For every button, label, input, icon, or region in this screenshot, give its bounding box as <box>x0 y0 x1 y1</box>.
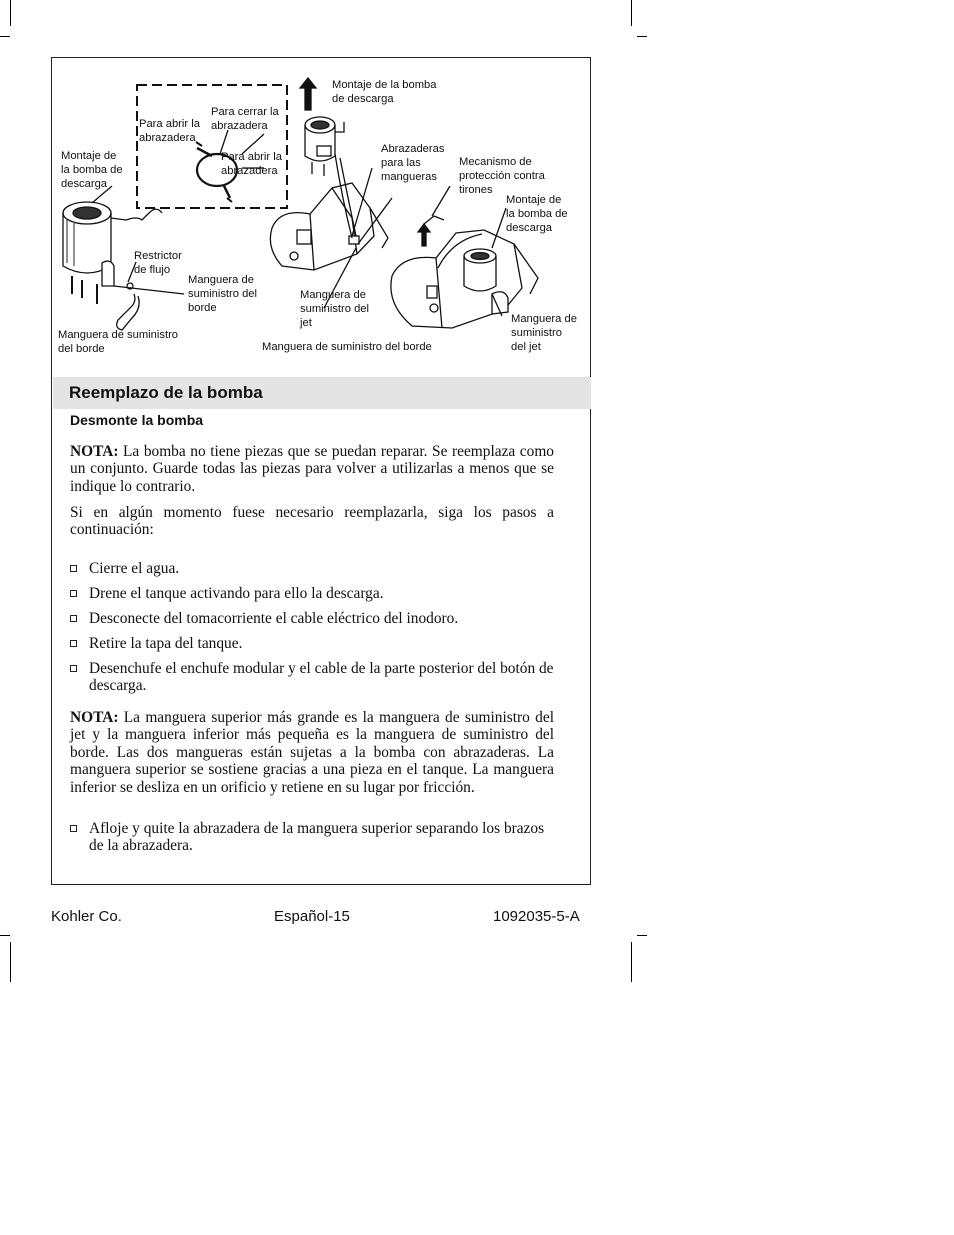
figure-label: Para abrir la abrazadera <box>221 151 282 177</box>
step-text: Retire la tapa del tanque. <box>89 635 243 652</box>
note-paragraph <box>70 709 554 796</box>
figure-label: Manguera de suministro del borde <box>58 329 179 355</box>
intro-paragraph <box>70 504 554 539</box>
crop-mark <box>10 942 11 982</box>
crop-mark <box>631 942 632 982</box>
figure-label: Manguera de suministro del borde <box>188 274 258 314</box>
crop-mark <box>10 0 11 26</box>
section-title: Reemplazo de la bomba <box>69 383 263 402</box>
pump-diagram <box>52 58 592 376</box>
subsection-title: Desmonte la bomba <box>70 412 204 428</box>
step-item <box>70 660 554 695</box>
figure-label: Manguera de suministro del borde <box>262 341 432 353</box>
checkbox-bullet-icon <box>70 590 77 597</box>
step-item <box>70 820 554 855</box>
checkbox-bullet-icon <box>70 640 77 647</box>
footer-page-number: Español-15 <box>274 908 350 925</box>
footer-company: Kohler Co. <box>51 908 122 925</box>
figure-label: Montaje de la bomba de descarga <box>506 194 568 234</box>
content-frame <box>51 57 591 885</box>
checkbox-bullet-icon <box>70 615 77 622</box>
step-item <box>70 585 554 602</box>
checkbox-bullet-icon <box>70 565 77 572</box>
figure-label: Montaje de la bomba de descarga <box>332 79 437 105</box>
figure-label: Manguera de suministro del jet <box>300 289 370 329</box>
lift-arrow-icon <box>418 224 430 246</box>
figure-label: Abrazaderas para las mangueras <box>381 143 445 183</box>
crop-mark <box>637 935 647 936</box>
figure-label: Montaje de la bomba de descarga <box>61 150 123 190</box>
step-text: Drene el tanque activando para ello la descarga. <box>89 585 384 602</box>
step-item <box>70 610 554 627</box>
crop-mark <box>631 0 632 26</box>
step-item <box>70 560 554 577</box>
figure-label: Manguera de suministro del jet <box>511 313 577 353</box>
step-text: Desenchufe el enchufe modular y el cable de la parte posterior del botón de descarga. <box>89 660 554 695</box>
step-text: Afloje y quite la abrazadera de la manguera superior separando los brazos de la abrazadera. <box>89 820 545 855</box>
note-paragraph <box>70 443 554 495</box>
intro-text: Si en algún momento fuese necesario reemplazarla, siga los pasos a continuación: <box>70 504 554 539</box>
crop-mark <box>637 36 647 37</box>
lift-arrow-icon <box>300 78 316 110</box>
figure-label: Para abrir la abrazadera <box>139 118 200 144</box>
crop-mark <box>0 935 10 936</box>
figure-label: Restrictor de flujo <box>134 250 182 276</box>
step-text: Desconecte del tomacorriente el cable eléctrico del inodoro. <box>89 610 459 627</box>
section-header <box>53 377 591 409</box>
note-label: NOTA: <box>70 709 119 726</box>
inset-box <box>137 85 287 208</box>
figure-label: Mecanismo de protección contra tirones <box>459 156 545 196</box>
note-text: La manguera superior más grande es la manguera de suministro del jet y la manguera inferior más pequeña es la manguera de suministro del borde. Las dos mangueras están sujetas a la bomba con abrazaderas. La manguera superior se sostiene gracias a una pieza en el tanque. La manguera inferior se desliza en un orificio y retiene en su lugar por fricción. <box>70 709 554 796</box>
crop-mark <box>0 36 10 37</box>
note-text: La bomba no tiene piezas que se puedan reparar. Se reemplaza como un conjunto. Guarde todas las piezas para volver a utilizarlas a menos que se indique lo contrario. <box>70 443 554 495</box>
checkbox-bullet-icon <box>70 825 77 832</box>
footer-document-code: 1092035-5-A <box>493 908 580 925</box>
step-text: Cierre el agua. <box>89 560 180 577</box>
checkbox-bullet-icon <box>70 665 77 672</box>
figure-label: Para cerrar la abrazadera <box>211 106 279 132</box>
step-item <box>70 635 554 652</box>
note-label: NOTA: <box>70 443 119 460</box>
